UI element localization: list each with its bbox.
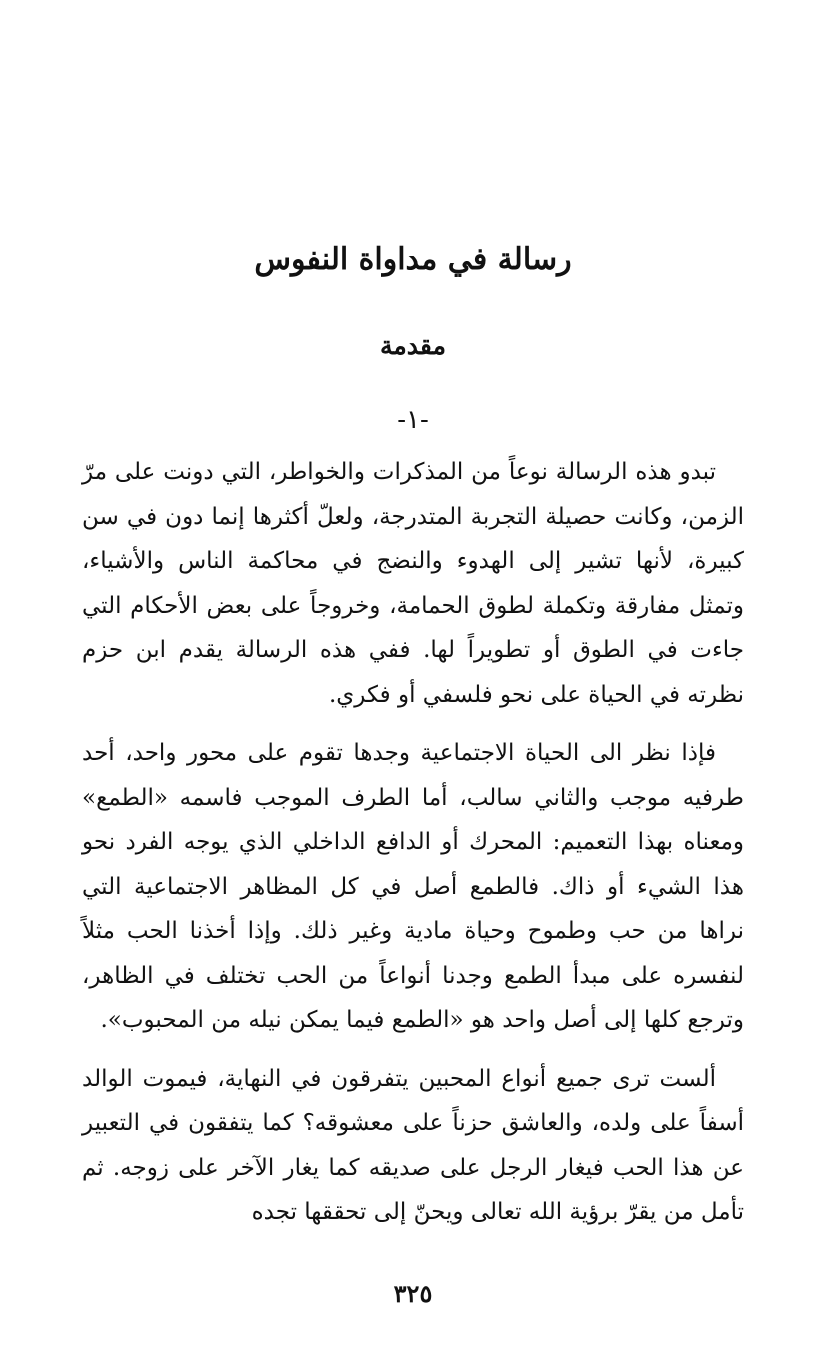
- section-heading: مقدمة: [380, 331, 446, 360]
- paragraph-3: ألست ترى جميع أنواع المحبين يتفرقون في النهاية، فيموت الوالد أسفاً على ولده، والعاشق حزناً على معشوقه؟ كما يتفقون في التعبير عن هذا الحب فيغار الرجل على صديقه كما يغار الآخر على زوجه. ثم تأمل من يقرّ برؤية الله تعالى ويحنّ إلى تحققها تجده: [82, 1065, 744, 1225]
- page-number: ٣٢٥: [393, 1279, 433, 1308]
- body-text: [82, 450, 744, 1235]
- paragraph-1: تبدو هذه الرسالة نوعاً من المذكرات والخواطر، التي دونت على مرّ الزمن، وكانت حصيلة التجربة المتدرجة، ولعلّ أكثرها إنما دون في سن كبيرة، لأنها تشير إلى الهدوء والنضج في محاكمة الناس والأشياء، وتمثل مفارقة وتكملة لطوق الحمامة، وخروجاً على بعض الأحكام التي جاءت في الطوق أو تطويراً لها. ففي هذه الرسالة يقدم ابن حزم نظرته في الحياة على نحو فلسفي أو فكري.: [82, 459, 744, 708]
- section-number: -١-: [397, 405, 429, 435]
- paragraph-2: فإذا نظر الى الحياة الاجتماعية وجدها تقوم على محور واحد، أحد طرفيه موجب والثاني سالب، أما الطرف الموجب فاسمه «الطمع» ومعناه بهذا التعميم: المحرك أو الدافع الداخلي الذي يوجه الفرد نحو هذا الشيء أو ذاك. فالطمع أصل في كل المظاهر الاجتماعية التي نراها من حب وطموح وحياة مادية وغير ذلك. وإذا أخذنا الحب مثلاً لنفسره على مبدأ الطمع وجدنا أنواعاً من الحب تختلف في الظاهر، وترجع كلها إلى أصل واحد هو «الطمع فيما يمكن نيله من المحبوب».: [82, 740, 744, 1033]
- page-title: رسالة في مداواة النفوس: [254, 242, 572, 277]
